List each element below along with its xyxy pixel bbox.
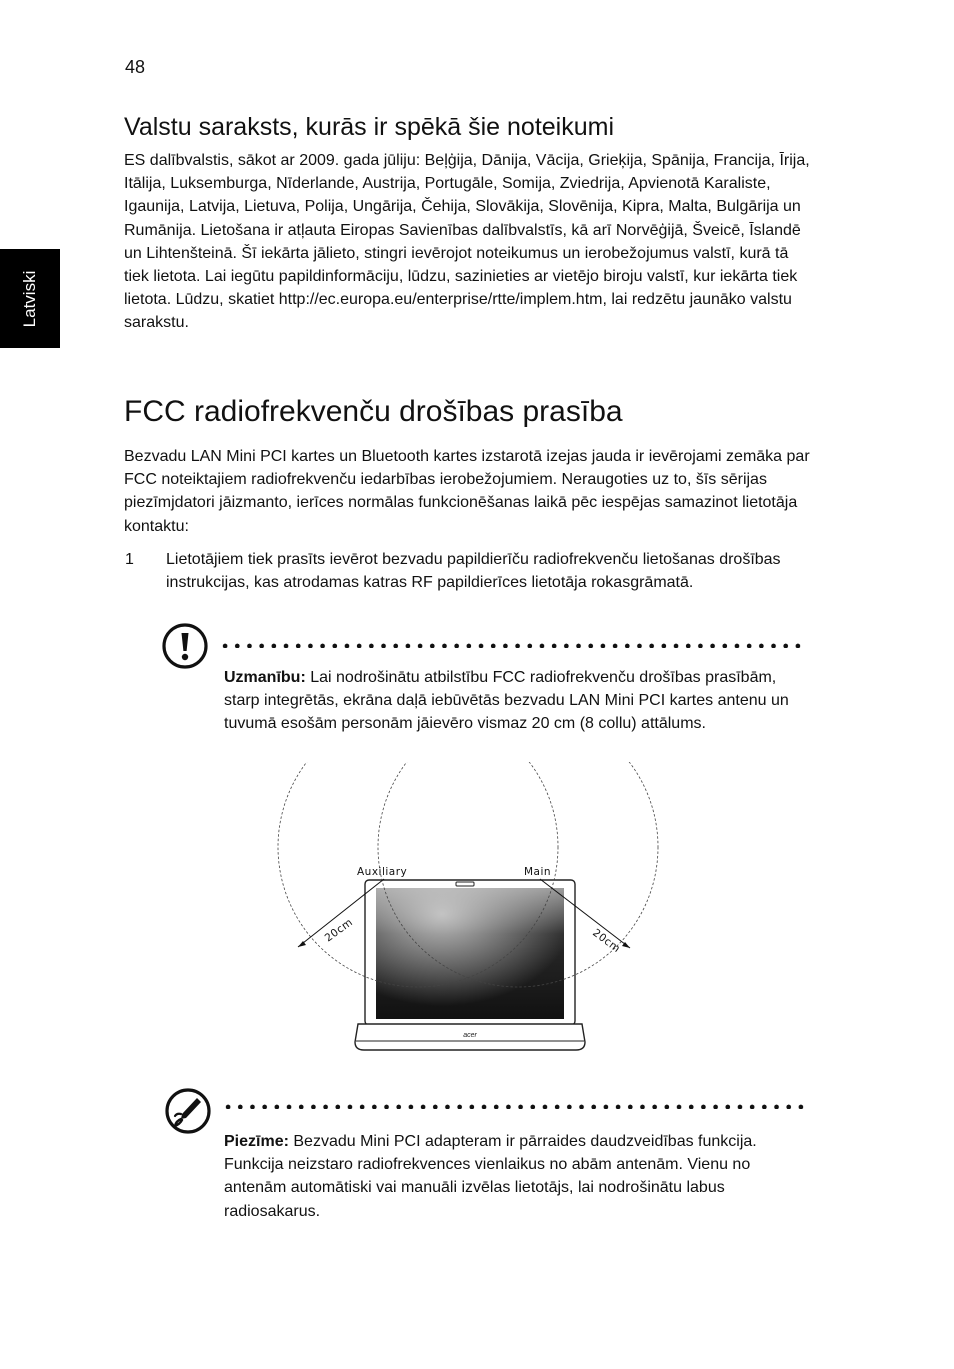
laptop-brand-logo: acer — [463, 1032, 477, 1039]
distance-left-label: 20cm — [322, 916, 356, 945]
caution-dotted-separator — [219, 643, 807, 648]
caution-body: Lai nodrošinātu atbilstību FCC radiofrekvenču drošības prasībām, starp integrētās, ekrāna daļā iebūvētās bezvadu LAN Mini PCI kartes antenu un tuvumā esošām personām jāievēro vismaz 20 cm (8 collu) attālums. — [224, 669, 789, 733]
section-heading-fcc: FCC radiofrekvenču drošības prasība — [124, 395, 623, 428]
country-list-paragraph: ES dalībvalstis, sākot ar 2009. gada jūliju: Beļģija, Dānija, Vācija, Grieķija, Spānija, Francija, Īrija, Itālija, Luksemburga, Nīderlande, Austrija, Portugāle, Somija, Zviedrija, Apvienotā Karaliste, Igaunija, Latvija, Lietuva, Polija, Ungārija, Čehija, Slovākija, Slovēnija, Kipra, Malta, Bulgārija un Rumānija. Lietošana ir atļauta Eiropas Savienības dalībvalstīs, kā arī Norvēģijā, Šveicē, Īslandē un Lihtenšteinā. Šī iekārta jālieto, stingri ievērojot noteikumus un ierobežojumus valstī, kurā tā tiek lietota. Lai iegūtu papildinformāciju, lūdzu, sazinieties ar vietējo biroju valstī, kur iekārta tiek lietota. Lūdzu, skatiet http://ec.europa.eu/enterprise/rtte/implem.htm, lai redzētu jaunāko valstu sarakstu. — [124, 152, 810, 332]
auxiliary-label: Auxiliary — [357, 866, 408, 878]
caution-text — [224, 666, 804, 736]
caution-label: Uzmanību: — [224, 669, 306, 686]
distance-right-label: 20cm — [590, 926, 623, 956]
list-item-number: 1 — [125, 551, 134, 568]
main-label: Main — [524, 866, 552, 878]
note-dotted-separator — [222, 1104, 810, 1109]
pen-note-icon — [164, 1087, 212, 1140]
note-label: Piezīme: — [224, 1133, 289, 1150]
list-item-text: Lietotājiem tiek prasīts ievērot bezvadu papildierīču radiofrekvenču lietošanas drošības instrukcijas, kas atrodamas katras RF papildierīces lietotāja rokasgrāmatā. — [166, 551, 781, 592]
language-side-tab — [0, 249, 60, 348]
page-number: 48 — [125, 57, 146, 77]
fcc-paragraph: Bezvadu LAN Mini PCI kartes un Bluetooth kartes izstarotā izejas jauda ir ievērojami zemāka par FCC noteiktajiem radiofrekvenču iedarbības ierobežojumiem. Neraugoties uz to, šīs sērijas piezīmjdatori jāizmanto, ierīces normālas funkcionēšanas laikā pēc iespējas samazinot lietotāja kontaktu: — [124, 448, 810, 535]
antenna-distance-figure — [270, 762, 670, 1057]
note-text — [224, 1130, 804, 1223]
exclamation-icon — [161, 622, 209, 675]
note-body: Bezvadu Mini PCI adapteram ir pārraides daudzveidības funkcija. Funkcija neizstaro radiofrekvences vienlaikus no abām antenām. Vienu no antenām automātiski vai manuāli izvēlas lietotājs, lai nodrošinātu labus radiosakarus. — [224, 1133, 757, 1220]
section-heading-country-list: Valstu saraksts, kurās ir spēkā šie noteikumi — [124, 113, 615, 141]
side-tab-label: Latviski — [20, 270, 39, 328]
